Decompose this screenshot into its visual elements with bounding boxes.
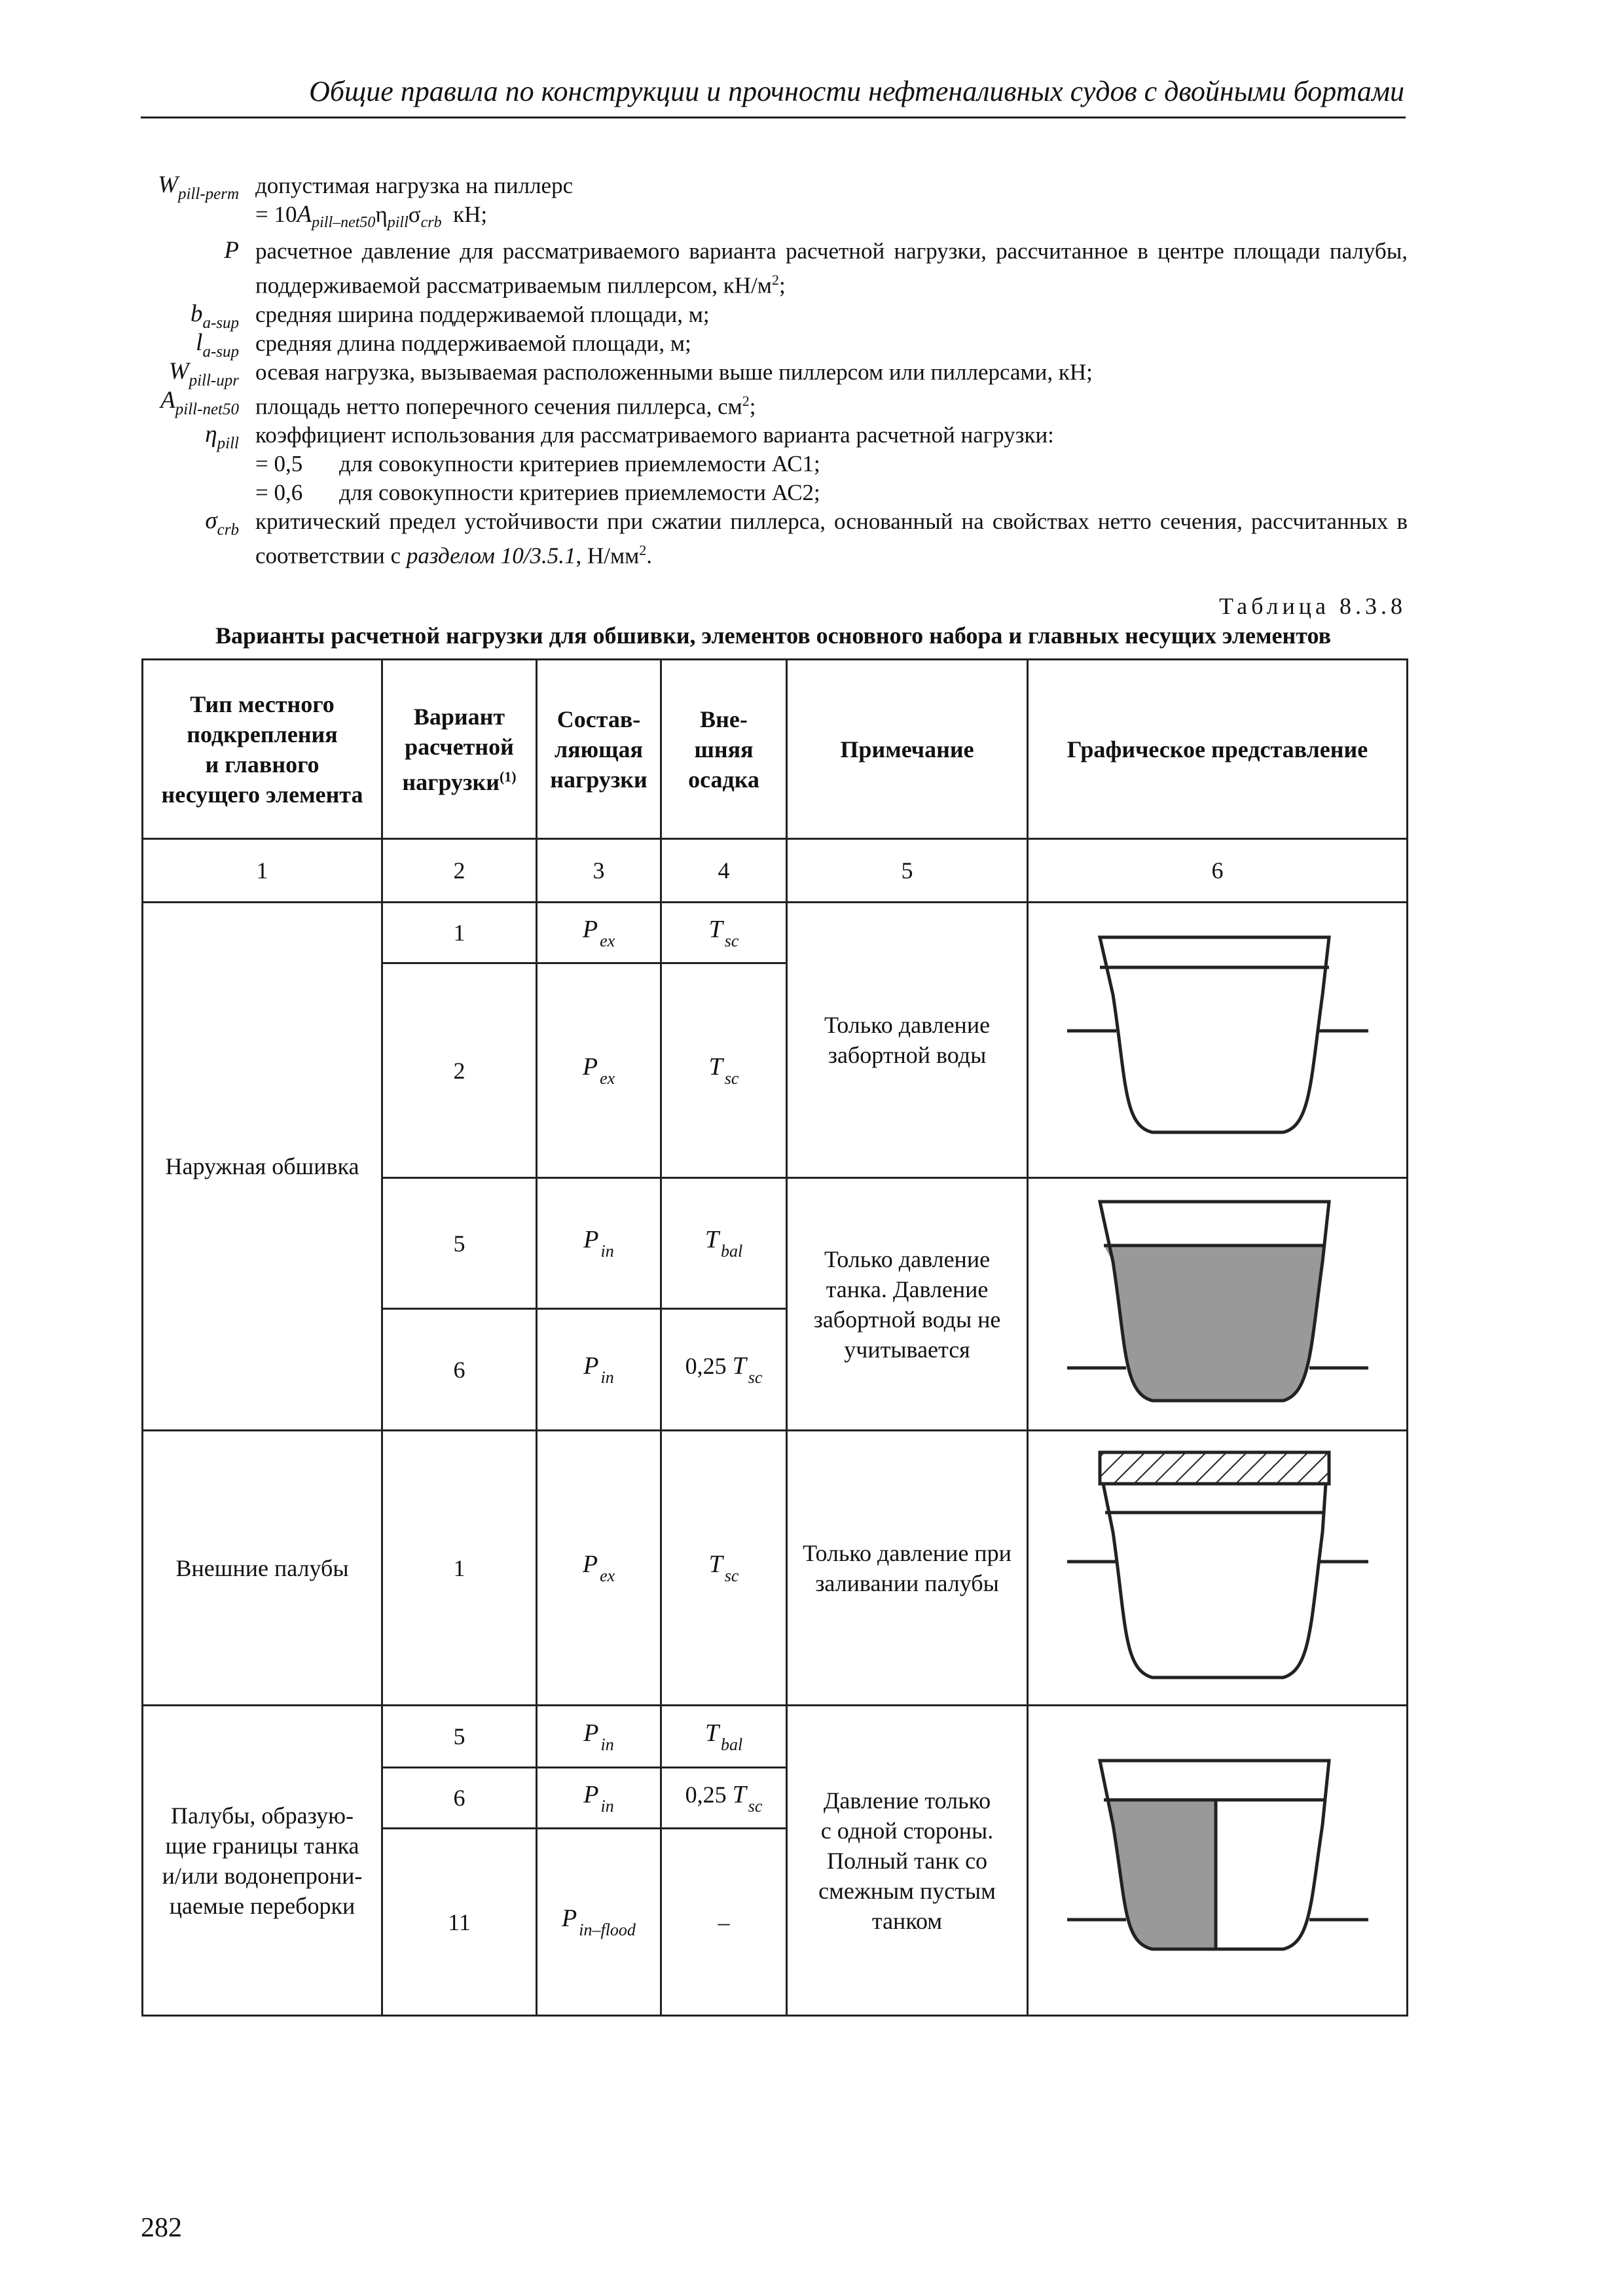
component-cell: P $_{in-flood}$ bbox=[537, 1829, 661, 2016]
def-p bbox=[141, 237, 1408, 300]
component-cell: P $_{in}$ bbox=[537, 1706, 661, 1768]
component-cell: P $_{ex}$ bbox=[537, 963, 661, 1178]
hull-section-deck-flooding bbox=[1054, 1441, 1381, 1689]
variant-cell: 1 bbox=[382, 903, 537, 963]
symbol: $A_{pill-net50}$ bbox=[160, 386, 239, 418]
symbol: $l_{a-sup}$ bbox=[196, 329, 239, 361]
col-number: 3 bbox=[537, 839, 661, 903]
column-number-row bbox=[143, 839, 1408, 903]
symbol: $\eta_{pill}$ bbox=[205, 421, 239, 453]
header-load-variant: Вариант расчетной нагрузки$^{(1)}$ bbox=[382, 660, 537, 839]
draft-cell: – bbox=[661, 1829, 787, 2016]
col-number: 4 bbox=[661, 839, 787, 903]
def-w-perm-formula bbox=[141, 200, 1408, 237]
hull-section-one-side-tank bbox=[1054, 1753, 1381, 1962]
symbol: $W_{pill-perm}$ bbox=[158, 171, 239, 203]
definition-text: коэффициент использования для рассматриваемого варианта расчетной нагрузки: bbox=[255, 422, 1054, 448]
definition-text: расчетное давление для рассматриваемого варианта расчетной нагрузки, рассчитанное в центре площади палубы, поддерживаемой рассматриваемым пиллерсом, $кН/м^2$; bbox=[255, 238, 1408, 298]
def-a-net bbox=[141, 387, 1408, 422]
header-graphic: Графическое представление bbox=[1028, 660, 1408, 839]
table-number: Таблица 8.3.8 bbox=[1219, 593, 1406, 619]
component-cell: P $_{in}$ bbox=[537, 1768, 661, 1829]
def-w-upr bbox=[141, 358, 1408, 387]
note-cell: Только давление забортной воды bbox=[787, 903, 1028, 1178]
note-cell: Только давление при заливании палубы bbox=[787, 1431, 1028, 1706]
col-number: 6 bbox=[1028, 839, 1408, 903]
def-eta bbox=[141, 421, 1408, 453]
draft-cell: T $_{bal}$ bbox=[661, 1178, 787, 1309]
formula: = $10A_{pill-net50}\eta_{pill}\sigma_{crb}$ кН; bbox=[255, 201, 488, 231]
definition-text: средняя ширина поддерживаемой площади, м; bbox=[255, 301, 710, 327]
variant-cell: 5 bbox=[382, 1178, 537, 1309]
page-number: 282 bbox=[141, 2213, 182, 2243]
definitions-list bbox=[141, 171, 1408, 571]
def-eta-option: = 0,6 для совокупности критериев приемлемости АС2; bbox=[255, 480, 820, 506]
def-b bbox=[141, 300, 1408, 332]
table-row bbox=[143, 1431, 1408, 1706]
element-type-cell: Палубы, образую- щие границы танка и/или водонепрони- цаемые переборки bbox=[143, 1706, 382, 2016]
definition-text: осевая нагрузка, вызываемая расположенными выше пиллерсом или пиллерсами, кН; bbox=[255, 359, 1093, 385]
note-cell: Давление только с одной стороны. Полный танк со смежным пустым танком bbox=[787, 1706, 1028, 2016]
component-cell: P $_{ex}$ bbox=[537, 1431, 661, 1706]
variant-cell: 6 bbox=[382, 1768, 537, 1829]
def-l bbox=[141, 329, 1408, 361]
symbol: $\sigma_{crb}$ bbox=[205, 507, 239, 539]
header-rule bbox=[141, 117, 1406, 118]
definition-text: критический предел устойчивости при сжатии пиллерса, основанный на свойствах нетто сечения, рассчитанных в соответствии с разделом 10/3.5.1, $Н/мм^2$. bbox=[255, 509, 1408, 569]
symbol: P bbox=[224, 237, 239, 264]
def-w-perm bbox=[141, 171, 1408, 203]
graphic-cell bbox=[1028, 1178, 1408, 1431]
definition-text: площадь нетто поперечного сечения пиллерса, $см^2$; bbox=[255, 392, 756, 420]
col-number: 5 bbox=[787, 839, 1028, 903]
draft-cell: T $_{sc}$ bbox=[661, 1431, 787, 1706]
variant-cell: 5 bbox=[382, 1706, 537, 1768]
def-eta-option: = 0,5 для совокупности критериев приемлемости АС1; bbox=[255, 451, 820, 477]
definition-text: средняя длина поддерживаемой площади, м; bbox=[255, 330, 691, 356]
note-cell: Только давление танка. Давление забортной воды не учитывается bbox=[787, 1178, 1028, 1431]
col-number: 2 bbox=[382, 839, 537, 903]
header-row bbox=[143, 660, 1408, 839]
graphic-cell bbox=[1028, 903, 1408, 1178]
draft-cell: T $_{sc}$ bbox=[661, 963, 787, 1178]
header-note: Примечание bbox=[787, 660, 1028, 839]
variant-cell: 11 bbox=[382, 1829, 537, 2016]
load-cases-table bbox=[141, 658, 1408, 2017]
element-type-cell: Внешние палубы bbox=[143, 1431, 382, 1706]
draft-cell: T $_{sc}$ bbox=[661, 903, 787, 963]
col-number: 1 bbox=[143, 839, 382, 903]
table-row bbox=[143, 903, 1408, 963]
table-row bbox=[143, 1706, 1408, 1768]
def-sigma bbox=[141, 507, 1408, 571]
draft-cell: T $_{bal}$ bbox=[661, 1706, 787, 1768]
draft-cell: 0,25 T $_{sc}$ bbox=[661, 1768, 787, 1829]
draft-cell: 0,25 T $_{sc}$ bbox=[661, 1309, 787, 1431]
header-element-type: Тип местного подкрепления и главного несущего элемента bbox=[143, 660, 382, 839]
running-header: Общие правила по конструкции и прочности нефтеналивных судов с двойными бортами bbox=[309, 75, 1404, 107]
variant-cell: 2 bbox=[382, 963, 537, 1178]
hull-section-tank-pressure bbox=[1054, 1190, 1381, 1412]
component-cell: P $_{in}$ bbox=[537, 1309, 661, 1431]
graphic-cell bbox=[1028, 1706, 1408, 2016]
definition-text: допустимая нагрузка на пиллерс bbox=[255, 173, 574, 198]
element-type-cell: Наружная обшивка bbox=[143, 903, 382, 1431]
symbol: $W_{pill-upr}$ bbox=[168, 357, 239, 389]
component-cell: P $_{in}$ bbox=[537, 1178, 661, 1309]
variant-cell: 6 bbox=[382, 1309, 537, 1431]
symbol: $b_{a-sup}$ bbox=[190, 300, 239, 332]
header-external-draft: Вне- шняя осадка bbox=[661, 660, 787, 839]
hull-section-external-pressure bbox=[1054, 929, 1381, 1145]
variant-cell: 1 bbox=[382, 1431, 537, 1706]
table-caption: Варианты расчетной нагрузки для обшивки, элементов основного набора и главных несущих элементов bbox=[215, 622, 1332, 649]
component-cell: P $_{ex}$ bbox=[537, 903, 661, 963]
header-load-component: Состав- ляющая нагрузки bbox=[537, 660, 661, 839]
graphic-cell bbox=[1028, 1431, 1408, 1706]
section-reference: разделом 10/3.5.1 bbox=[406, 543, 576, 569]
